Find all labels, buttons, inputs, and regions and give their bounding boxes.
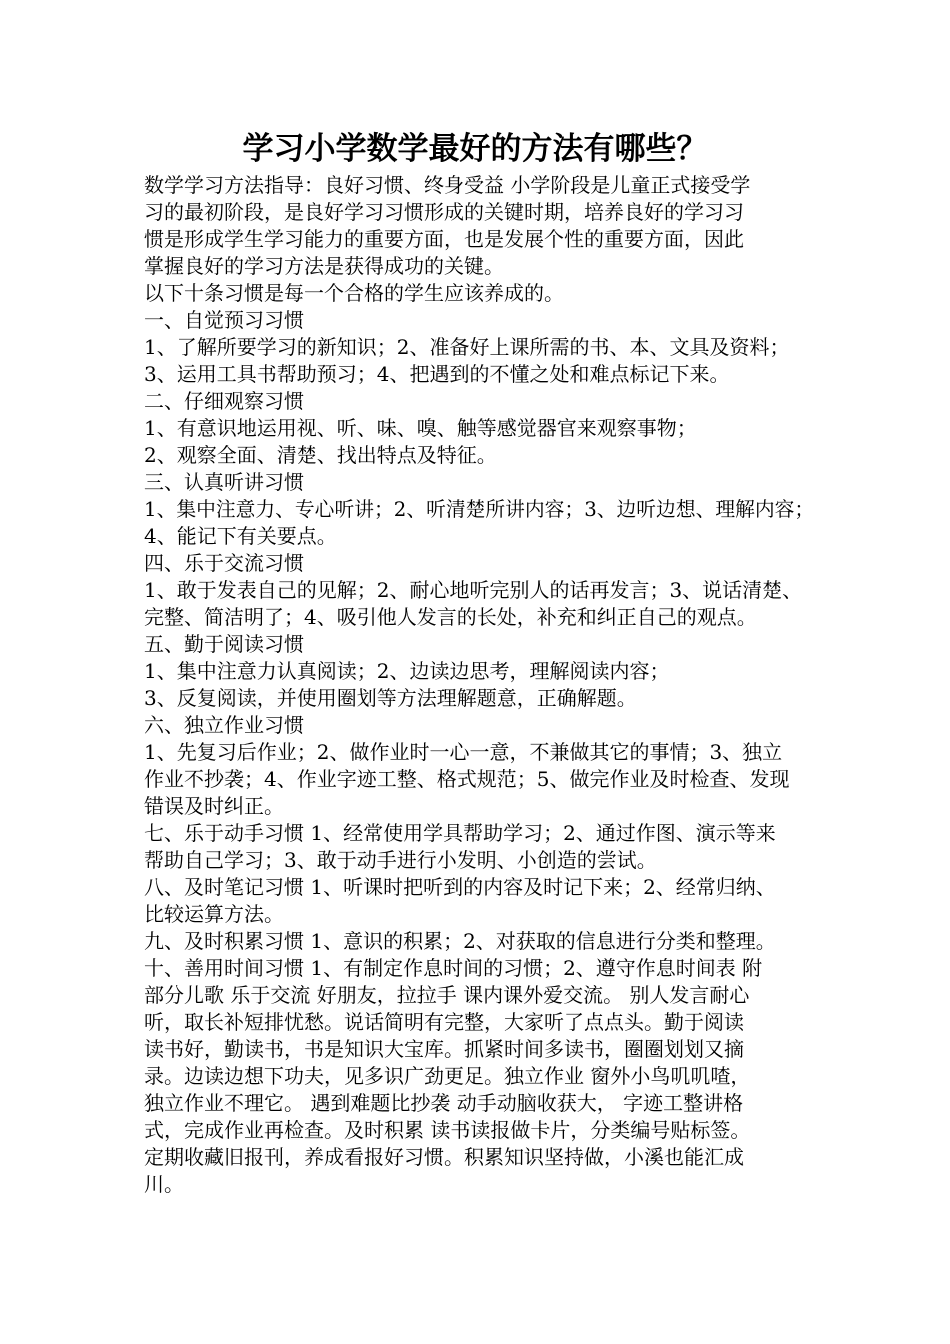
body-text-line: 三、认真听讲习惯 [144, 470, 304, 494]
body-text-line: 错误及时纠正。 [144, 794, 284, 818]
body-text-line: 习的最初阶段，是良好学习习惯形成的关键时期，培养良好的学习习 [144, 200, 744, 224]
body-text-line: 1、集中注意力、专心听讲；2、听清楚所讲内容；3、边听边想、理解内容； [144, 497, 815, 521]
body-text-line: 1、集中注意力认真阅读；2、边读边思考，理解阅读内容； [144, 659, 670, 683]
body-text-line: 定期收藏旧报刊，养成看报好习惯。积累知识坚持做，小溪也能汇成 [144, 1145, 744, 1169]
body-text-line: 比较运算方法。 [144, 902, 284, 926]
body-text-line: 3、运用工具书帮助预习；4、把遇到的不懂之处和难点标记下来。 [144, 362, 730, 386]
body-text-line: 1、敢于发表自己的见解；2、耐心地听完别人的话再发言；3、说话清楚、 [144, 578, 803, 602]
page-title: 学习小学数学最好的方法有哪些？ [242, 131, 708, 167]
body-text-line: 作业不抄袭；4、作业字迹工整、格式规范；5、做完作业及时检查、发现 [144, 767, 790, 791]
body-text-line: 八、及时笔记习惯 1、听课时把听到的内容及时记下来；2、经常归纳、 [144, 875, 776, 899]
body-text-line: 式，完成作业再检查。及时积累 读书读报做卡片，分类编号贴标签。 [144, 1118, 751, 1142]
body-text-line: 帮助自己学习；3、敢于动手进行小发明、小创造的尝试。 [144, 848, 657, 872]
body-text-line: 1、了解所要学习的新知识；2、准备好上课所需的书、本、文具及资料； [144, 335, 790, 359]
body-text-line: 惯是形成学生学习能力的重要方面，也是发展个性的重要方面，因此 [144, 227, 744, 251]
body-text-line: 一、自觉预习习惯 [144, 308, 304, 332]
body-text-line: 独立作业不理它。 遇到难题比抄袭 动手动脑收获大， 字迹工整讲格 [144, 1091, 744, 1115]
body-text-line: 七、乐于动手习惯 1、经常使用学具帮助学习；2、通过作图、演示等来 [144, 821, 776, 845]
body-text-line: 完整、简洁明了；4、吸引他人发言的长处，补充和纠正自己的观点。 [144, 605, 757, 629]
body-text-line: 读书好，勤读书，书是知识大宝库。抓紧时间多读书，圈圈划划又摘 [144, 1037, 744, 1061]
body-text-line: 录。边读边想下功夫，见多识广劲更足。独立作业 窗外小鸟叽叽喳， [144, 1064, 751, 1088]
body-text-line: 3、反复阅读，并使用圈划等方法理解题意，正确解题。 [144, 686, 637, 710]
body-text-line: 川。 [144, 1172, 184, 1196]
body-text-line: 部分儿歌 乐于交流 好朋友，拉拉手 课内课外爱交流。 别人发言耐心 [144, 983, 750, 1007]
body-text-line: 听，取长补短排忧愁。说话简明有完整，大家听了点点头。勤于阅读 [144, 1010, 744, 1034]
body-text-line: 数学学习方法指导：良好习惯、终身受益 小学阶段是儿童正式接受学 [144, 173, 751, 197]
body-text-line: 掌握良好的学习方法是获得成功的关键。 [144, 254, 504, 278]
body-text-line: 1、有意识地运用视、听、味、嗅、触等感觉器官来观察事物； [144, 416, 697, 440]
body-text-line: 2、观察全面、清楚、找出特点及特征。 [144, 443, 497, 467]
body-text-line: 五、勤于阅读习惯 [144, 632, 304, 656]
body-text-line: 四、乐于交流习惯 [144, 551, 304, 575]
body-text-line: 九、及时积累习惯 1、意识的积累；2、对获取的信息进行分类和整理。 [144, 929, 776, 953]
body-text-line: 1、先复习后作业；2、做作业时一心一意，不兼做其它的事情；3、独立 [144, 740, 783, 764]
body-text-line: 二、仔细观察习惯 [144, 389, 304, 413]
body-text-line: 十、善用时间习惯 1、有制定作息时间的习惯；2、遵守作息时间表 附 [144, 956, 763, 980]
body-text-line: 六、独立作业习惯 [144, 713, 304, 737]
body-text-line: 以下十条习惯是每一个合格的学生应该养成的。 [144, 281, 564, 305]
document-body [144, 172, 814, 1198]
body-text-line: 4、能记下有关要点。 [144, 524, 337, 548]
